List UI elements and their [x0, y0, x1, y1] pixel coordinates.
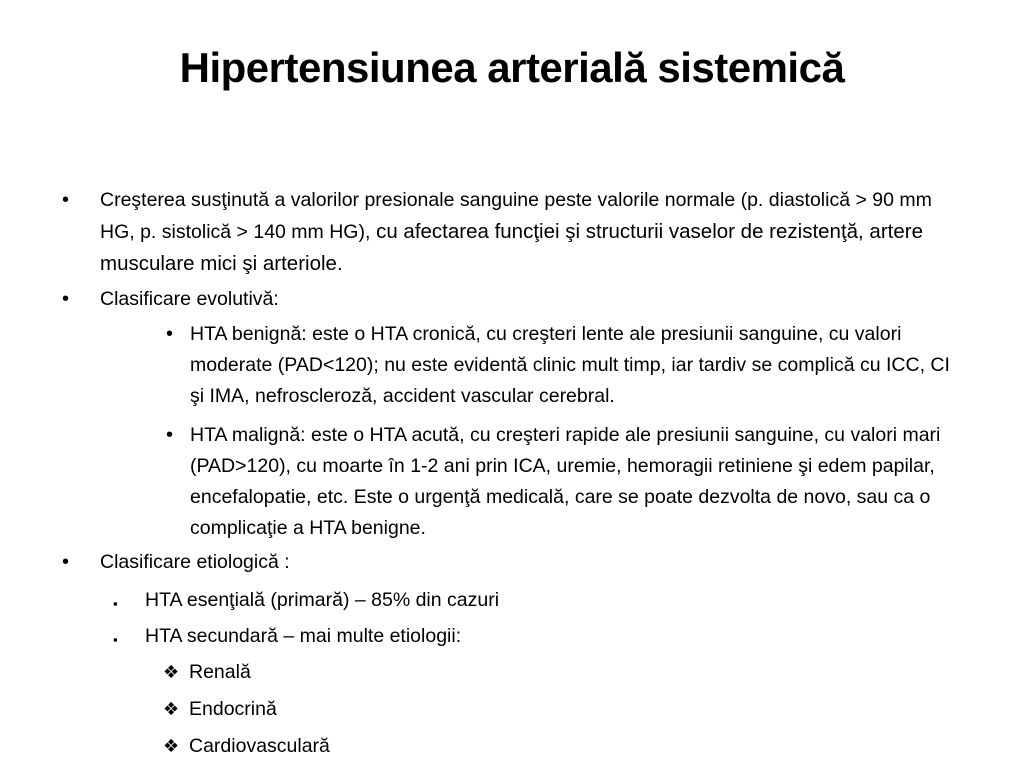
- list-item-text: HTA malignă: este o HTA acută, cu creşteri rapide ale presiunii sanguine, cu valori mari (PAD>120), cu moarte în 1-2 ani prin ICA, uremie, hemoragii retiniene şi edem papilar, encefalopatie, etc. Este o urgenţă medicală, care se poate dezvolta de novo, sau ca o complicaţie a HTA benigne.: [190, 424, 941, 539]
- list-item: [62, 185, 942, 280]
- list-item-text: HTA benignă: este o HTA cronică, cu creşteri lente ale presiunii sanguine, cu valori moderate (PAD<120); nu este evidentă clinic mult timp, iar tardiv se complică cu ICC, CI şi IMA, nefroscleroză, accident vascular cerebral.: [190, 323, 950, 407]
- list-item-text: HTA esenţială (primară) – 85% din cazuri: [145, 589, 500, 611]
- list-item-text: Clasificare evolutivă:: [100, 288, 279, 310]
- bullet-dot-icon: •: [62, 551, 70, 573]
- bullet-square-icon: ▪: [113, 596, 118, 611]
- list-item: [166, 420, 966, 544]
- list-item: [163, 657, 863, 688]
- list-item: [113, 621, 913, 652]
- list-item: [163, 731, 863, 762]
- list-item-text: Cardiovasculară: [189, 735, 330, 757]
- bullet-dot-icon: •: [166, 323, 174, 345]
- list-item-text: HTA secundară – mai multe etiologii:: [145, 625, 462, 647]
- bullet-square-icon: ▪: [113, 632, 118, 647]
- bullet-dot-icon: •: [166, 424, 174, 446]
- list-item-text-part: Creşterea susţinută a valorilor presionale sanguine peste valorile normale (p. diastolică > 90 mm HG, p. sistolică > 140 mm HG),: [100, 189, 932, 243]
- diamond-bullet-icon: ❖: [163, 699, 180, 719]
- list-item-text-part: cu afectarea funcţiei şi structurii vaselor de rezistenţă, artere musculare mici şi arteriole.: [100, 220, 923, 275]
- list-item-text: Renală: [189, 661, 251, 683]
- list-item-text: [100, 185, 942, 280]
- diamond-bullet-icon: ❖: [163, 662, 180, 682]
- list-item: [113, 585, 913, 616]
- slide-title: Hipertensiunea arterială sistemică: [179, 44, 845, 91]
- bullet-dot-icon: •: [62, 288, 70, 310]
- list-item-text: Clasificare etiologică :: [100, 551, 290, 573]
- list-item: [62, 284, 942, 315]
- bullet-dot-icon: •: [62, 189, 70, 211]
- list-item: [166, 319, 966, 412]
- list-item: [62, 547, 942, 578]
- list-item-text: Endocrină: [189, 698, 277, 720]
- list-item: [163, 694, 863, 725]
- diamond-bullet-icon: ❖: [163, 736, 180, 756]
